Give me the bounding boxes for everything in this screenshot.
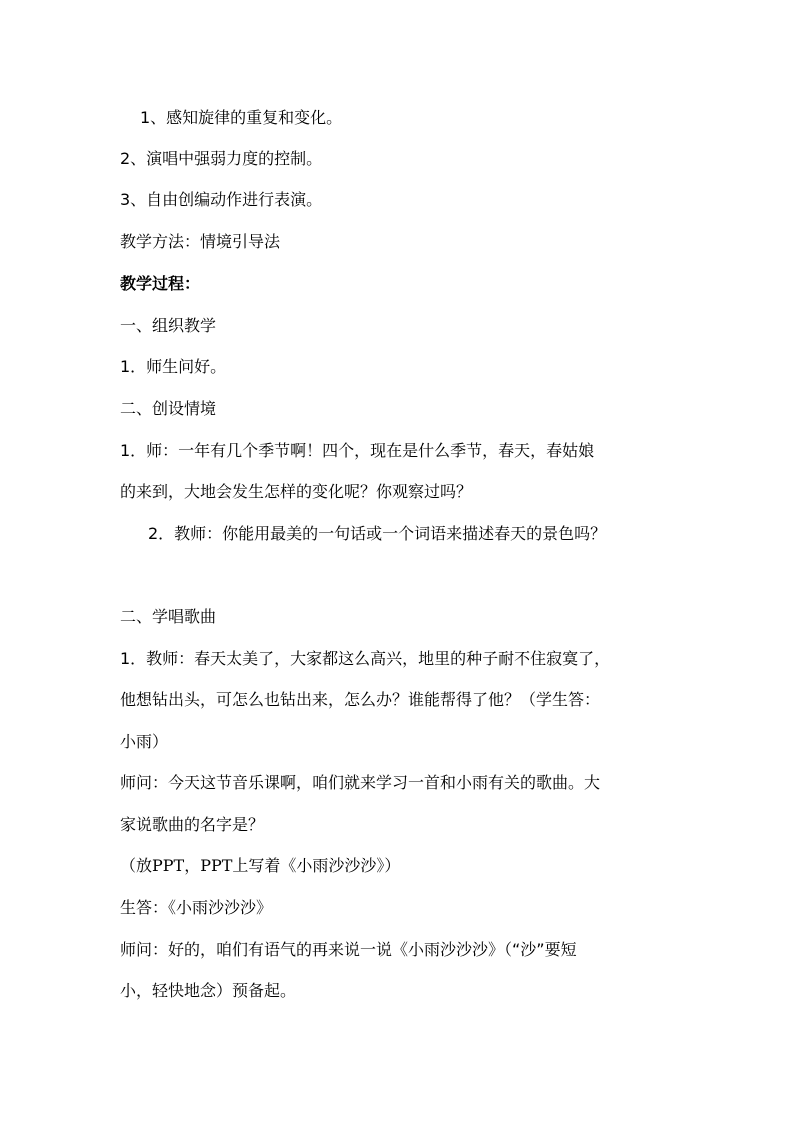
objective-1: 1、感知旋律的重复和变化。 — [140, 108, 343, 127]
teacher-prompt-line-1: 师问：好的，咱们有语气的再来说一说《小雨沙沙沙》（“沙”要短 — [120, 940, 577, 959]
teaching-method: 教学方法：情境引导法 — [120, 232, 281, 251]
scenario-step-1-line-2: 的来到，大地会发生怎样的变化呢？你观察过吗？ — [120, 482, 473, 501]
section-scenario-heading: 二、创设情境 — [120, 399, 217, 418]
teaching-process-heading: 教学过程： — [120, 274, 201, 293]
section-organize-heading: 一、组织教学 — [120, 316, 217, 335]
section-learn-song-heading: 二、学唱歌曲 — [120, 607, 217, 626]
learn-step-1-line-1: 1．教师：春天太美了，大家都这么高兴，地里的种子耐不住寂寞了， — [120, 649, 611, 668]
objective-2: 2、演唱中强弱力度的控制。 — [120, 149, 323, 168]
student-answer: 生答：《小雨沙沙沙》 — [120, 898, 273, 917]
ppt-note: （放PPT，PPT上写着《小雨沙沙沙》） — [120, 856, 401, 875]
learn-step-1-line-3: 小雨） — [120, 732, 169, 751]
teacher-question-line-2: 家说歌曲的名字是？ — [120, 815, 265, 834]
learn-step-1-line-2: 他想钻出头，可怎么也钻出来，怎么办？谁能帮得了他？（学生答： — [120, 690, 601, 709]
scenario-step-2: 2．教师：你能用最美的一句话或一个词语来描述春天的景色吗？ — [148, 524, 607, 543]
scenario-step-1-line-1: 1．师：一年有几个季节啊！四个，现在是什么季节，春天，春姑娘 — [120, 441, 595, 460]
objective-3: 3、自由创编动作进行表演。 — [120, 190, 323, 209]
teacher-question-line-1: 师问：今天这节音乐课啊，咱们就来学习一首和小雨有关的歌曲。大 — [120, 773, 601, 792]
greeting-step: 1．师生问好。 — [120, 357, 227, 376]
teacher-prompt-line-2: 小，轻快地念）预备起。 — [120, 981, 297, 1000]
